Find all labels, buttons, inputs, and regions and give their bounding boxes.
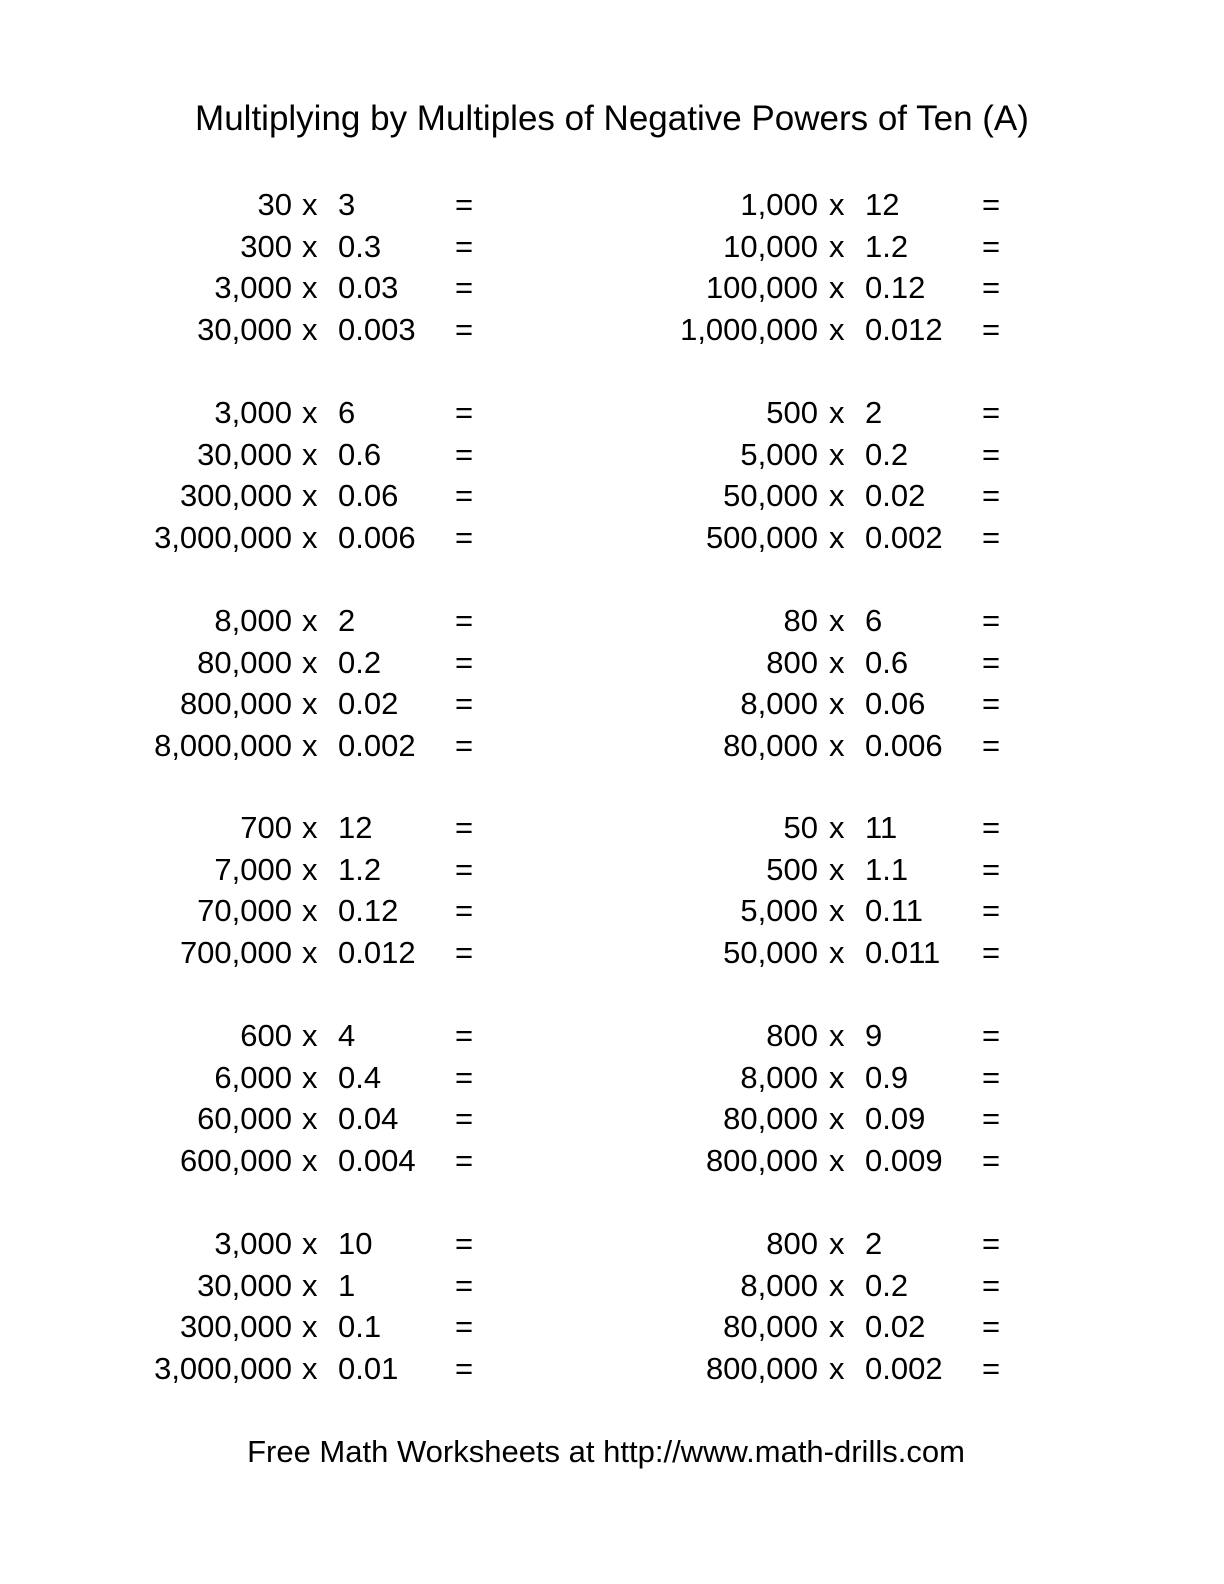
problem-row	[0, 1058, 1224, 1098]
multiplicand: 1,000	[740, 187, 818, 222]
multiplicand: 8,000,000	[154, 727, 292, 763]
times-sign: x	[829, 934, 845, 970]
multiplier: 0.006	[865, 727, 943, 763]
multiplicand: 80,000	[723, 1101, 818, 1137]
multiplicand: 30,000	[197, 1267, 292, 1303]
equals-sign: =	[455, 1059, 474, 1095]
equals-sign: =	[455, 1142, 474, 1178]
multiplicand: 8,000	[740, 686, 818, 722]
equals-sign: =	[982, 686, 1001, 722]
equals-sign: =	[455, 436, 474, 472]
problem-row	[0, 643, 1224, 683]
multiplier: 0.3	[338, 228, 382, 264]
problem-row	[0, 1224, 1224, 1264]
times-sign: x	[302, 1059, 318, 1095]
multiplier: 0.006	[338, 519, 416, 555]
equals-sign: =	[982, 1059, 1001, 1095]
times-sign: x	[302, 436, 318, 472]
footer-text: Free Math Worksheets at http://www.math-drills.com	[247, 1434, 965, 1469]
multiplicand: 60,000	[197, 1101, 292, 1137]
multiplier: 0.012	[338, 934, 416, 970]
times-sign: x	[829, 686, 845, 722]
times-sign: x	[829, 893, 845, 929]
multiplier: 0.06	[338, 478, 399, 514]
multiplier: 0.6	[338, 436, 382, 472]
equals-sign: =	[455, 893, 474, 929]
times-sign: x	[302, 1267, 318, 1303]
multiplier: 0.4	[338, 1059, 382, 1095]
multiplier: 0.04	[338, 1101, 399, 1137]
equals-sign: =	[982, 311, 1001, 347]
equals-sign: =	[982, 1226, 1001, 1261]
problem-row	[0, 435, 1224, 475]
multiplicand: 100,000	[705, 270, 818, 306]
multiplier: 0.011	[865, 934, 941, 970]
equals-sign: =	[982, 1142, 1001, 1178]
equals-sign: =	[982, 395, 1001, 430]
multiplicand: 50	[783, 810, 818, 845]
multiplicand: 70,000	[197, 893, 292, 929]
problem-row	[0, 227, 1224, 267]
times-sign: x	[829, 1059, 845, 1095]
multiplicand: 800,000	[705, 1142, 818, 1178]
times-sign: x	[829, 187, 845, 222]
times-sign: x	[302, 311, 318, 347]
multiplier: 0.09	[865, 1101, 926, 1137]
times-sign: x	[302, 228, 318, 264]
equals-sign: =	[455, 934, 474, 970]
equals-sign: =	[982, 851, 1001, 887]
problem-row	[0, 933, 1224, 973]
times-sign: x	[302, 893, 318, 929]
equals-sign: =	[455, 851, 474, 887]
times-sign: x	[302, 1350, 318, 1386]
equals-sign: =	[982, 1018, 1001, 1053]
multiplier: 0.9	[865, 1059, 909, 1095]
multiplicand: 500,000	[705, 519, 818, 555]
equals-sign: =	[455, 644, 474, 680]
times-sign: x	[302, 810, 318, 845]
times-sign: x	[829, 1018, 845, 1053]
multiplicand: 30,000	[197, 311, 292, 347]
multiplicand: 50,000	[723, 478, 818, 514]
times-sign: x	[829, 1309, 845, 1345]
multiplicand: 80,000	[723, 727, 818, 763]
problem-row	[0, 1307, 1224, 1347]
multiplier: 0.009	[865, 1142, 943, 1178]
multiplier: 10	[338, 1226, 373, 1261]
multiplier: 0.002	[865, 1350, 943, 1386]
multiplier: 6	[865, 603, 883, 638]
times-sign: x	[829, 519, 845, 555]
multiplier: 0.6	[865, 644, 909, 680]
multiplier: 1.2	[338, 851, 382, 887]
multiplicand: 80,000	[723, 1309, 818, 1345]
times-sign: x	[302, 644, 318, 680]
times-sign: x	[829, 1226, 845, 1261]
multiplicand: 80	[783, 603, 818, 638]
multiplicand: 800	[766, 1226, 818, 1261]
multiplicand: 10,000	[723, 228, 818, 264]
multiplicand: 3,000	[214, 1226, 292, 1261]
times-sign: x	[302, 1142, 318, 1178]
times-sign: x	[829, 395, 845, 430]
equals-sign: =	[982, 1309, 1001, 1345]
times-sign: x	[829, 1101, 845, 1137]
multiplier: 1	[338, 1267, 356, 1303]
multiplier: 12	[865, 187, 900, 222]
equals-sign: =	[455, 395, 474, 430]
times-sign: x	[302, 603, 318, 638]
multiplier: 0.012	[865, 311, 943, 347]
problem-row	[0, 185, 1224, 225]
multiplier: 0.02	[338, 686, 399, 722]
equals-sign: =	[455, 311, 474, 347]
times-sign: x	[302, 1101, 318, 1137]
multiplier: 9	[865, 1018, 883, 1053]
times-sign: x	[302, 270, 318, 306]
equals-sign: =	[455, 686, 474, 722]
equals-sign: =	[982, 1350, 1001, 1386]
times-sign: x	[829, 436, 845, 472]
times-sign: x	[302, 727, 318, 763]
equals-sign: =	[982, 187, 1001, 222]
times-sign: x	[829, 851, 845, 887]
problem-row	[0, 684, 1224, 724]
times-sign: x	[829, 228, 845, 264]
equals-sign: =	[455, 1309, 474, 1345]
multiplier: 2	[865, 1226, 883, 1261]
times-sign: x	[302, 519, 318, 555]
multiplicand: 800	[766, 1018, 818, 1053]
times-sign: x	[302, 934, 318, 970]
multiplicand: 300,000	[179, 1309, 292, 1345]
problem-row	[0, 476, 1224, 516]
problem-row	[0, 726, 1224, 766]
multiplier: 0.2	[865, 436, 909, 472]
multiplicand: 50,000	[723, 934, 818, 970]
multiplier: 0.12	[338, 893, 399, 929]
multiplicand: 800,000	[179, 686, 292, 722]
equals-sign: =	[455, 1350, 474, 1386]
equals-sign: =	[982, 727, 1001, 763]
multiplicand: 3,000	[214, 395, 292, 430]
worksheet-title: Multiplying by Multiples of Negative Powers of Ten (A)	[195, 99, 1029, 138]
times-sign: x	[829, 644, 845, 680]
times-sign: x	[829, 270, 845, 306]
times-sign: x	[302, 1226, 318, 1261]
equals-sign: =	[982, 478, 1001, 514]
multiplicand: 8,000	[740, 1059, 818, 1095]
equals-sign: =	[982, 519, 1001, 555]
multiplier: 0.002	[865, 519, 943, 555]
multiplicand: 800	[766, 644, 818, 680]
problem-row	[0, 268, 1224, 308]
multiplier: 1.2	[865, 228, 909, 264]
times-sign: x	[302, 686, 318, 722]
multiplicand: 8,000	[740, 1267, 818, 1303]
multiplicand: 30,000	[197, 436, 292, 472]
multiplicand: 3,000,000	[154, 519, 292, 555]
problem-row	[0, 393, 1224, 433]
multiplicand: 500	[766, 851, 818, 887]
multiplier: 0.003	[338, 311, 416, 347]
multiplicand: 6,000	[214, 1059, 292, 1095]
equals-sign: =	[982, 934, 1001, 970]
times-sign: x	[829, 603, 845, 638]
multiplicand: 600,000	[179, 1142, 292, 1178]
equals-sign: =	[455, 1267, 474, 1303]
multiplicand: 8,000	[214, 603, 292, 638]
equals-sign: =	[455, 187, 474, 222]
equals-sign: =	[455, 1101, 474, 1137]
times-sign: x	[829, 1350, 845, 1386]
times-sign: x	[829, 1267, 845, 1303]
equals-sign: =	[455, 727, 474, 763]
multiplicand: 30	[257, 187, 292, 222]
problem-row	[0, 1141, 1224, 1181]
multiplier: 0.12	[865, 270, 926, 306]
multiplier: 0.004	[338, 1142, 416, 1178]
times-sign: x	[829, 810, 845, 845]
multiplier: 3	[338, 187, 356, 222]
multiplier: 6	[338, 395, 356, 430]
problem-row	[0, 601, 1224, 641]
multiplicand: 7,000	[214, 851, 292, 887]
multiplicand: 80,000	[197, 644, 292, 680]
multiplier: 4	[338, 1018, 356, 1053]
multiplicand: 500	[766, 395, 818, 430]
multiplier: 0.1	[338, 1309, 382, 1345]
problem-row	[0, 310, 1224, 350]
multiplicand: 300,000	[179, 478, 292, 514]
multiplicand: 3,000,000	[154, 1350, 292, 1386]
multiplier: 0.02	[865, 1309, 926, 1345]
multiplicand: 1,000,000	[680, 311, 818, 347]
equals-sign: =	[455, 478, 474, 514]
times-sign: x	[302, 478, 318, 514]
equals-sign: =	[982, 893, 1001, 929]
multiplier: 0.002	[338, 727, 416, 763]
times-sign: x	[829, 1142, 845, 1178]
equals-sign: =	[982, 1101, 1001, 1137]
equals-sign: =	[982, 810, 1001, 845]
equals-sign: =	[455, 519, 474, 555]
equals-sign: =	[982, 436, 1001, 472]
problem-row	[0, 1099, 1224, 1139]
multiplier: 0.06	[865, 686, 926, 722]
times-sign: x	[829, 478, 845, 514]
multiplicand: 300	[240, 228, 292, 264]
equals-sign: =	[982, 270, 1001, 306]
equals-sign: =	[455, 1018, 474, 1053]
multiplicand: 3,000	[214, 270, 292, 306]
equals-sign: =	[982, 228, 1001, 264]
equals-sign: =	[455, 810, 474, 845]
multiplier: 2	[865, 395, 883, 430]
times-sign: x	[829, 311, 845, 347]
times-sign: x	[302, 187, 318, 222]
multiplicand: 700	[240, 810, 292, 845]
times-sign: x	[302, 395, 318, 430]
multiplicand: 700,000	[179, 934, 292, 970]
multiplier: 1.1	[865, 851, 909, 887]
multiplier: 0.03	[338, 270, 399, 306]
times-sign: x	[829, 727, 845, 763]
multiplicand: 800,000	[705, 1350, 818, 1386]
multiplier: 0.02	[865, 478, 926, 514]
equals-sign: =	[455, 228, 474, 264]
problem-row	[0, 1349, 1224, 1389]
problem-row	[0, 808, 1224, 848]
equals-sign: =	[455, 603, 474, 638]
multiplicand: 5,000	[740, 893, 818, 929]
multiplier: 0.2	[865, 1267, 909, 1303]
multiplier: 2	[338, 603, 356, 638]
problem-row	[0, 891, 1224, 931]
multiplier: 0.2	[338, 644, 382, 680]
problem-row	[0, 850, 1224, 890]
equals-sign: =	[982, 1267, 1001, 1303]
multiplicand: 5,000	[740, 436, 818, 472]
multiplicand: 600	[240, 1018, 292, 1053]
equals-sign: =	[982, 644, 1001, 680]
times-sign: x	[302, 1018, 318, 1053]
times-sign: x	[302, 851, 318, 887]
multiplier: 0.01	[338, 1350, 399, 1386]
equals-sign: =	[982, 603, 1001, 638]
problem-row	[0, 1266, 1224, 1306]
multiplier: 0.11	[865, 893, 924, 929]
equals-sign: =	[455, 270, 474, 306]
times-sign: x	[302, 1309, 318, 1345]
problem-row	[0, 518, 1224, 558]
problem-row	[0, 1016, 1224, 1056]
multiplier: 12	[338, 810, 373, 845]
equals-sign: =	[455, 1226, 474, 1261]
multiplier: 11	[865, 810, 898, 845]
